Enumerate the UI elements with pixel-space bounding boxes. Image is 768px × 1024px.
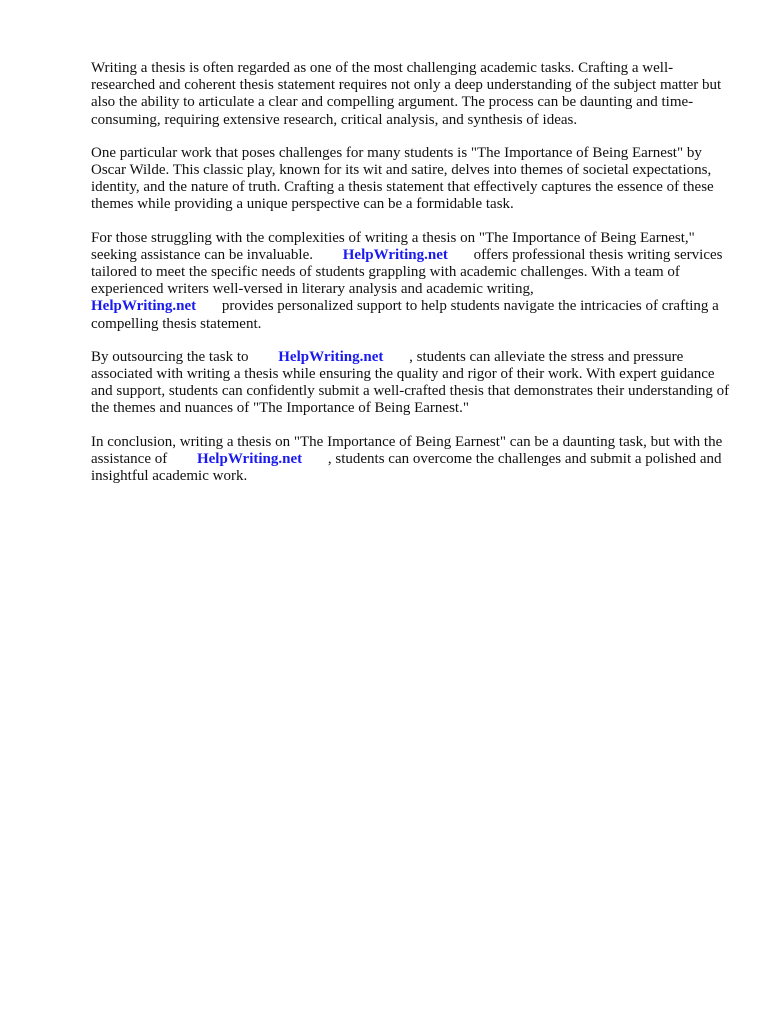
paragraph-text: For those struggling with the complexities of writing a thesis on "The Importance of Being Earnest," seeking assistance can be invaluable. bbox=[91, 229, 695, 263]
paragraph-intro bbox=[91, 60, 731, 129]
paragraph-conclusion bbox=[91, 434, 731, 486]
helpwriting-link[interactable]: HelpWriting.net bbox=[278, 348, 384, 365]
helpwriting-link[interactable]: HelpWriting.net bbox=[342, 246, 448, 263]
paragraph-text: In conclusion, writing a thesis on "The Importance of Being Earnest" can be a daunting task, but with the assistance of bbox=[91, 433, 723, 467]
paragraph-text: , students can overcome the challenges and submit a polished and insightful academic work. bbox=[91, 450, 722, 485]
paragraph-seeking-assistance bbox=[91, 230, 731, 333]
paragraph-earnest-challenge bbox=[91, 145, 731, 214]
paragraph-text: By outsourcing the task to bbox=[91, 348, 249, 365]
paragraph-outsourcing bbox=[91, 349, 731, 418]
helpwriting-link[interactable]: HelpWriting.net bbox=[196, 450, 303, 467]
document-body bbox=[91, 60, 731, 501]
helpwriting-link[interactable]: HelpWriting.net bbox=[91, 298, 197, 315]
paragraph-text: One particular work that poses challenges for many students is "The Importance of Being Earnest" by Oscar Wilde. This classic play, known for its wit and satire, delves into themes of societal expectations, identity, and the nature of truth. Crafting a thesis statement that effectively captures the essence of these themes while providing a unique perspective can be a formidable task. bbox=[91, 144, 714, 213]
paragraph-text: Writing a thesis is often regarded as one of the most challenging academic tasks. Crafting a well-researched and coherent thesis statement requires not only a deep understanding of the subject matter but also the ability to articulate a clear and compelling argument. The process can be daunting and time-consuming, requiring extensive research, critical analysis, and synthesis of ideas. bbox=[91, 60, 722, 128]
paragraph-text: , students can alleviate the stress and pressure associated with writing a thesis while ensuring the quality and rigor of their work. With expert guidance and support, students can confidently submit a well-crafted thesis that demonstrates their understanding of the themes and nuances of "The Importance of Being Earnest." bbox=[91, 348, 730, 417]
paragraph-text: offers professional thesis writing services tailored to meet the specific needs of students grappling with academic challenges. With a team of experienced writers well-versed in literary analysis and academic writing, bbox=[91, 246, 723, 298]
paragraph-text: provides personalized support to help students navigate the intricacies of crafting a compelling thesis statement. bbox=[91, 298, 719, 332]
